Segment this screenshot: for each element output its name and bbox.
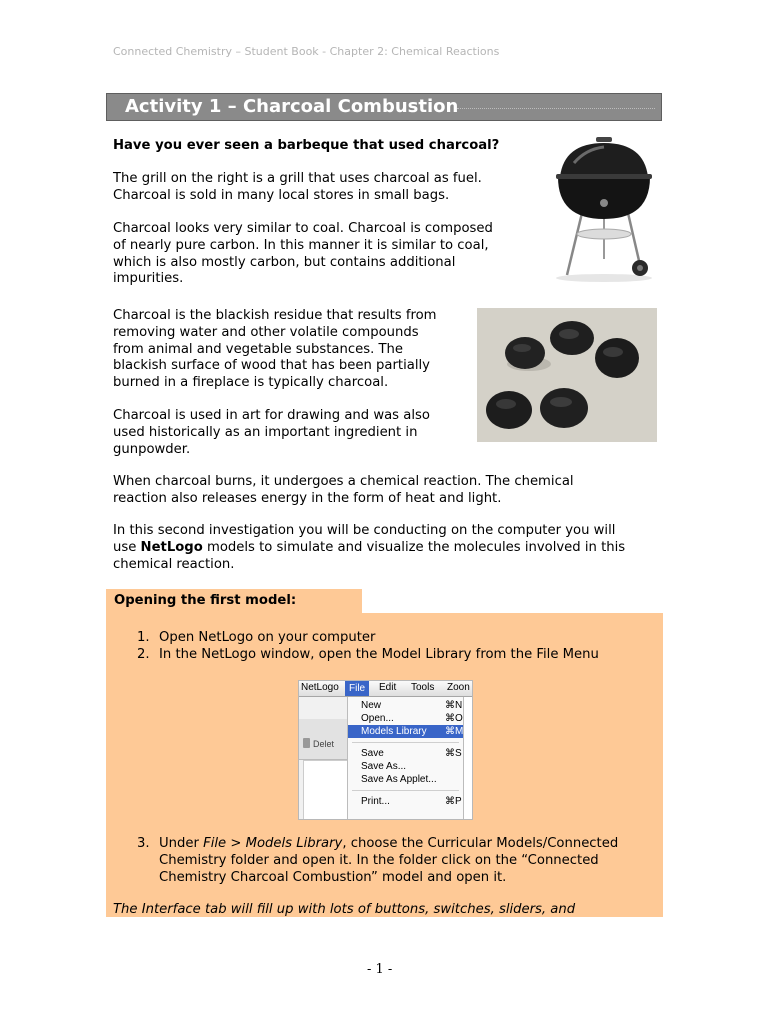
- step-text-line: [159, 836, 659, 853]
- text-line: of nearly pure carbon. In this manner it is similar to coal,: [113, 237, 489, 253]
- text-fragment: use: [113, 539, 141, 555]
- text-line: When charcoal burns, it undergoes a chemical reaction. The chemical: [113, 474, 574, 489]
- menu-separator: [352, 742, 459, 743]
- menu-label: Save As...: [361, 761, 407, 772]
- menu-item-models-library: [348, 725, 463, 738]
- step-text: Open NetLogo on your computer: [159, 630, 376, 645]
- activity-title: Activity 1 – Charcoal Combustion: [125, 96, 459, 117]
- menu-label: Open...: [361, 713, 394, 724]
- running-header: Connected Chemistry – Student Book - Chapter 2: Chemical Reactions: [113, 45, 500, 58]
- menu-item-open: [348, 712, 463, 725]
- text-line: [113, 540, 625, 557]
- text-line: which is also mostly carbon, but contains additional: [113, 254, 456, 270]
- activity-heading-bar: [106, 93, 662, 121]
- paragraph-uses: [113, 408, 430, 458]
- text-line: In this second investigation you will be conducting on the computer you will: [113, 523, 616, 538]
- menubar-netlogo: NetLogo: [301, 682, 339, 693]
- menu-item-save: [348, 747, 463, 760]
- window-pane: [303, 760, 349, 820]
- text-line: Charcoal is the blackish residue that results from: [113, 308, 437, 323]
- paragraph-grill: [113, 171, 482, 205]
- step-number: 3.: [137, 836, 150, 851]
- text-line: removing water and other volatile compounds: [113, 324, 419, 340]
- menubar-tools: Tools: [411, 682, 435, 693]
- heading-dotted-rule: [457, 108, 655, 109]
- intro-question: Have you ever seen a barbeque that used charcoal?: [113, 138, 500, 153]
- charcoal-briquettes-photo: [477, 308, 657, 442]
- text-line: burned in a fireplace is typically charcoal.: [113, 375, 389, 391]
- menu-label: Save: [361, 748, 384, 759]
- text-fragment: , choose the Curricular Models/Connected: [342, 836, 619, 851]
- paragraph-investigation: [113, 523, 625, 573]
- menu-label: Models Library: [361, 726, 427, 737]
- menu-item-save-as: [348, 760, 463, 773]
- menu-shortcut: ⌘S: [445, 748, 462, 759]
- menu-separator: [352, 790, 459, 791]
- text-line: Charcoal is sold in many local stores in small bags.: [113, 187, 450, 203]
- step-number: 1.: [137, 630, 150, 645]
- text-line: The grill on the right is a grill that uses charcoal as fuel.: [113, 171, 482, 186]
- callout-label: Opening the first model:: [106, 589, 362, 614]
- text-line: gunpowder.: [113, 441, 191, 457]
- menubar-file: File: [345, 681, 369, 696]
- text-line: from animal and vegetable substances. The: [113, 341, 403, 357]
- charcoal-grill-image: [552, 135, 657, 285]
- text-fragment: models to simulate and visualize the molecules involved in this: [202, 539, 626, 555]
- text-line: used historically as an important ingredient in: [113, 424, 418, 440]
- text-line: impurities.: [113, 271, 184, 287]
- paragraph-reaction: [113, 474, 574, 508]
- text-line: Charcoal is used in art for drawing and was also: [113, 408, 430, 423]
- delete-fragment: Delet: [313, 739, 335, 749]
- page-number: - 1 -: [367, 962, 393, 977]
- menu-shortcut: ⌘M: [445, 726, 464, 737]
- menu-label: Print...: [361, 796, 390, 807]
- interface-note: The Interface tab will fill up with lots of buttons, switches, sliders, and: [113, 902, 576, 917]
- menu-path-italic: File > Models Library: [203, 836, 343, 851]
- step-text: In the NetLogo window, open the Model Library from the File Menu: [159, 647, 599, 662]
- paragraph-composition: [113, 221, 493, 288]
- menu-label: New: [361, 700, 382, 711]
- menubar: [299, 681, 472, 697]
- file-dropdown-menu: [347, 697, 464, 819]
- netlogo-bold: NetLogo: [140, 539, 203, 555]
- text-line: Charcoal looks very similar to coal. Charcoal is composed: [113, 221, 493, 236]
- menu-item-print: [348, 795, 463, 808]
- step-text-line: Chemistry folder and open it. In the folder click on the “Connected: [159, 853, 599, 868]
- menubar-edit: Edit: [379, 682, 397, 693]
- paragraph-residue: [113, 308, 437, 392]
- menu-shortcut: ⌘P: [445, 796, 462, 807]
- menu-item-new: [348, 699, 463, 712]
- text-fragment: Under: [159, 836, 204, 851]
- menu-shortcut: ⌘N: [445, 700, 463, 711]
- text-line: chemical reaction.: [113, 556, 235, 572]
- menubar-zoom: Zoon: [447, 682, 470, 693]
- trash-icon: [303, 738, 310, 748]
- step-text-line: Chemistry Charcoal Combustion” model and open it.: [159, 870, 507, 885]
- menu-label: Save As Applet...: [361, 774, 437, 785]
- step-number: 2.: [137, 647, 150, 662]
- menu-shortcut: ⌘O: [445, 713, 463, 724]
- menu-item-save-as-applet: [348, 773, 463, 786]
- file-menu-screenshot: [298, 680, 473, 820]
- text-line: blackish surface of wood that has been partially: [113, 358, 430, 374]
- window-toolbar: [299, 719, 347, 760]
- text-line: reaction also releases energy in the form of heat and light.: [113, 490, 502, 506]
